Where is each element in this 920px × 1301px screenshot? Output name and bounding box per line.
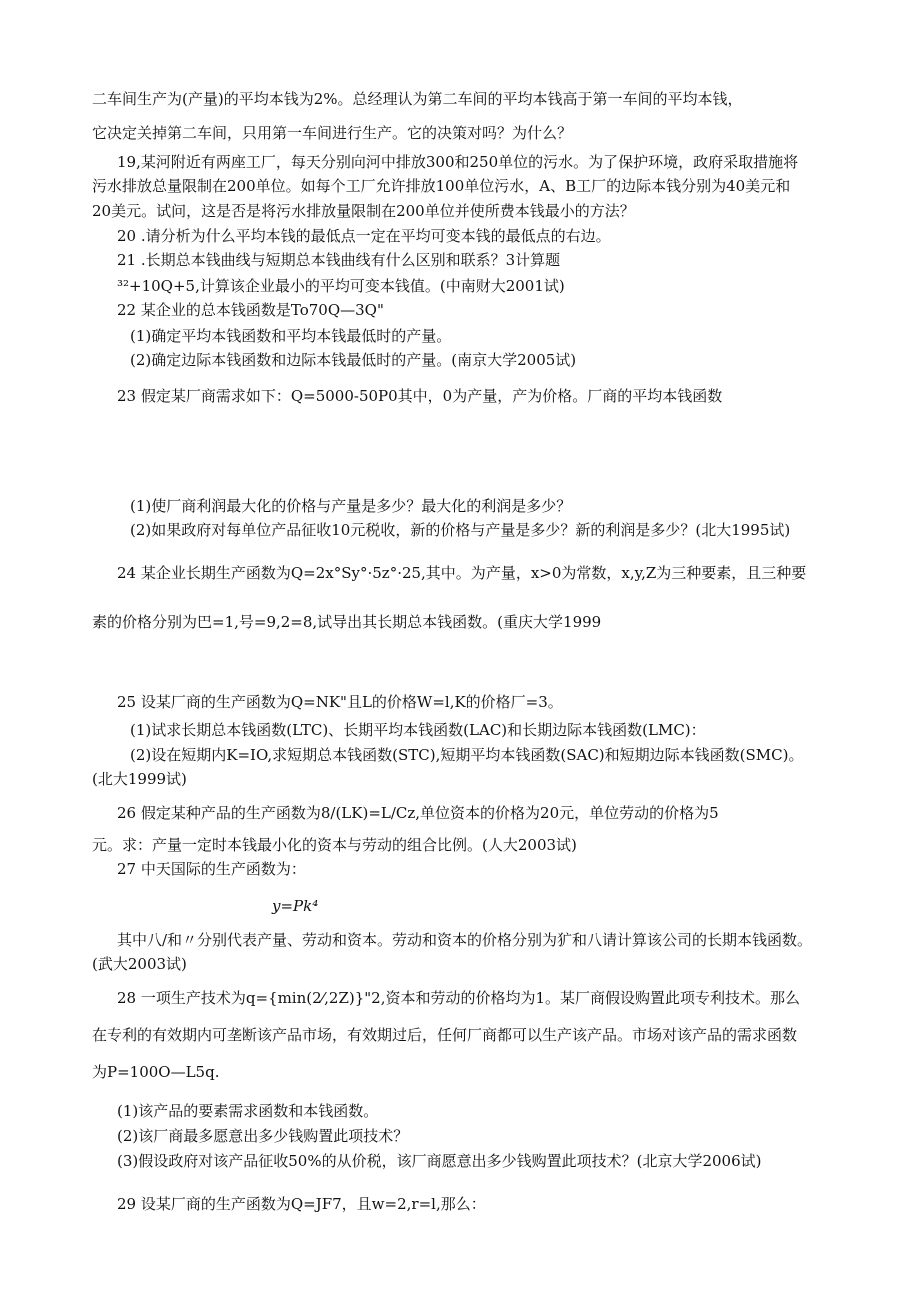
text-line: 22 某企业的总本钱函数是To70Q—3Q": [117, 301, 384, 319]
text-line: 24 某企业长期生产函数为Q=2x°Sy°·5z°·25,其中。为产量，x>0为常数，x,y,Z为三种要素，且三种要: [117, 564, 807, 582]
text-line: 23 假定某厂商需求如下：Q=5000-50P0其中，0为产量，产为价格。厂商的平均本钱函数: [117, 387, 723, 405]
text-line: (1)试求长期总本钱函数(LTC)、长期平均本钱函数(LAC)和长期边际本钱函数(LMC)：: [130, 721, 706, 739]
text-line: 29 设某厂商的生产函数为Q=JF7，且w=2,r=l,那么：: [117, 1195, 486, 1213]
text-line: 二车间生产为(产量)的平均本钱为2%。总经理认为第二车间的平均本钱高于第一车间的平均本钱，: [92, 90, 743, 108]
text-line: 其中八/和〃分别代表产量、劳动和资本。劳动和资本的价格分别为犷和八请计算该公司的长期本钱函数。: [117, 931, 813, 949]
text-line: 素的价格分别为巴=1,号=9,2=8,试导出其长期总本钱函数。(重庆大学1999: [92, 613, 602, 631]
text-line: 为P=100O—L5q.: [92, 1063, 220, 1081]
text-line: ³²+10Q+5,计算该企业最小的平均可变本钱值。(中南财大2001试): [117, 277, 565, 295]
text-line: 26 假定某种产品的生产函数为8/(LK)=L/Cz,单位资本的价格为20元，单位劳动的价格为5: [117, 804, 719, 822]
text-line: (2)确定边际本钱函数和边际本钱最低时的产量。(南京大学2005试): [130, 351, 577, 369]
text-line: 19,某河附近有两座工厂，每天分别向河中排放300和250单位的污水。为了保护环境，政府采取措施将: [117, 153, 799, 171]
text-line: 25 设某厂商的生产函数为Q=NK"且L的价格W=l,K的价格厂=3。: [117, 693, 563, 711]
text-line: 21 .长期总本钱曲线与短期总本钱曲线有什么区别和联系？3计算题: [117, 251, 561, 269]
text-line: (1)确定平均本钱函数和平均本钱最低时的产量。: [130, 327, 452, 345]
text-line: 在专利的有效期内可垄断该产品市场，有效期过后，任何厂商都可以生产该产品。市场对该产品的需求函数: [92, 1026, 798, 1044]
text-line: (2)如果政府对每单位产品征收10元税收，新的价格与产量是多少？新的利润是多少？(北大1995试): [130, 521, 791, 539]
text-line: (北大1999试): [92, 770, 187, 788]
text-line: 元。求：产量一定时本钱最小化的资本与劳动的组合比例。(人大2003试): [92, 836, 577, 854]
text-line: 20 .请分析为什么平均本钱的最低点一定在平均可变本钱的最低点的右边。: [117, 227, 611, 245]
text-line: (3)假设政府对该产品征收50%的从价税，该厂商愿意出多少钱购置此项技术？(北京大学2006试): [117, 1152, 762, 1170]
text-line: (1)该产品的要素需求函数和本钱函数。: [117, 1102, 379, 1120]
text-line: (1)使厂商利润最大化的价格与产量是多少？最大化的利润是多少？: [130, 497, 572, 515]
formula-line: y=Pk⁴: [272, 897, 319, 915]
text-line: (2)设在短期内K=IO,求短期总本钱函数(STC),短期平均本钱函数(SAC)和短期边际本钱函数(SMC)。: [130, 746, 804, 764]
text-line: 28 一项生产技术为q={min(2⁄,2Z)}"2,资本和劳动的价格均为1。某厂商假设购置此项专利技术。那么: [117, 989, 801, 1007]
text-line: (2)该厂商最多愿意出多少钱购置此项技术？: [117, 1127, 409, 1145]
text-line: 20美元。试问，这是否是将污水排放量限制在200单位并使所费本钱最小的方法？: [92, 202, 635, 220]
text-line: 它决定关掉第二车间，只用第一车间进行生产。它的决策对吗？为什么？: [92, 124, 573, 142]
text-line: 污水排放总量限制在200单位。如每个工厂允许排放100单位污水，A、B工厂的边际本钱分别为40美元和: [92, 177, 791, 195]
text-line: 27 中天国际的生产函数为：: [117, 860, 306, 878]
text-line: (武大2003试): [92, 955, 187, 973]
